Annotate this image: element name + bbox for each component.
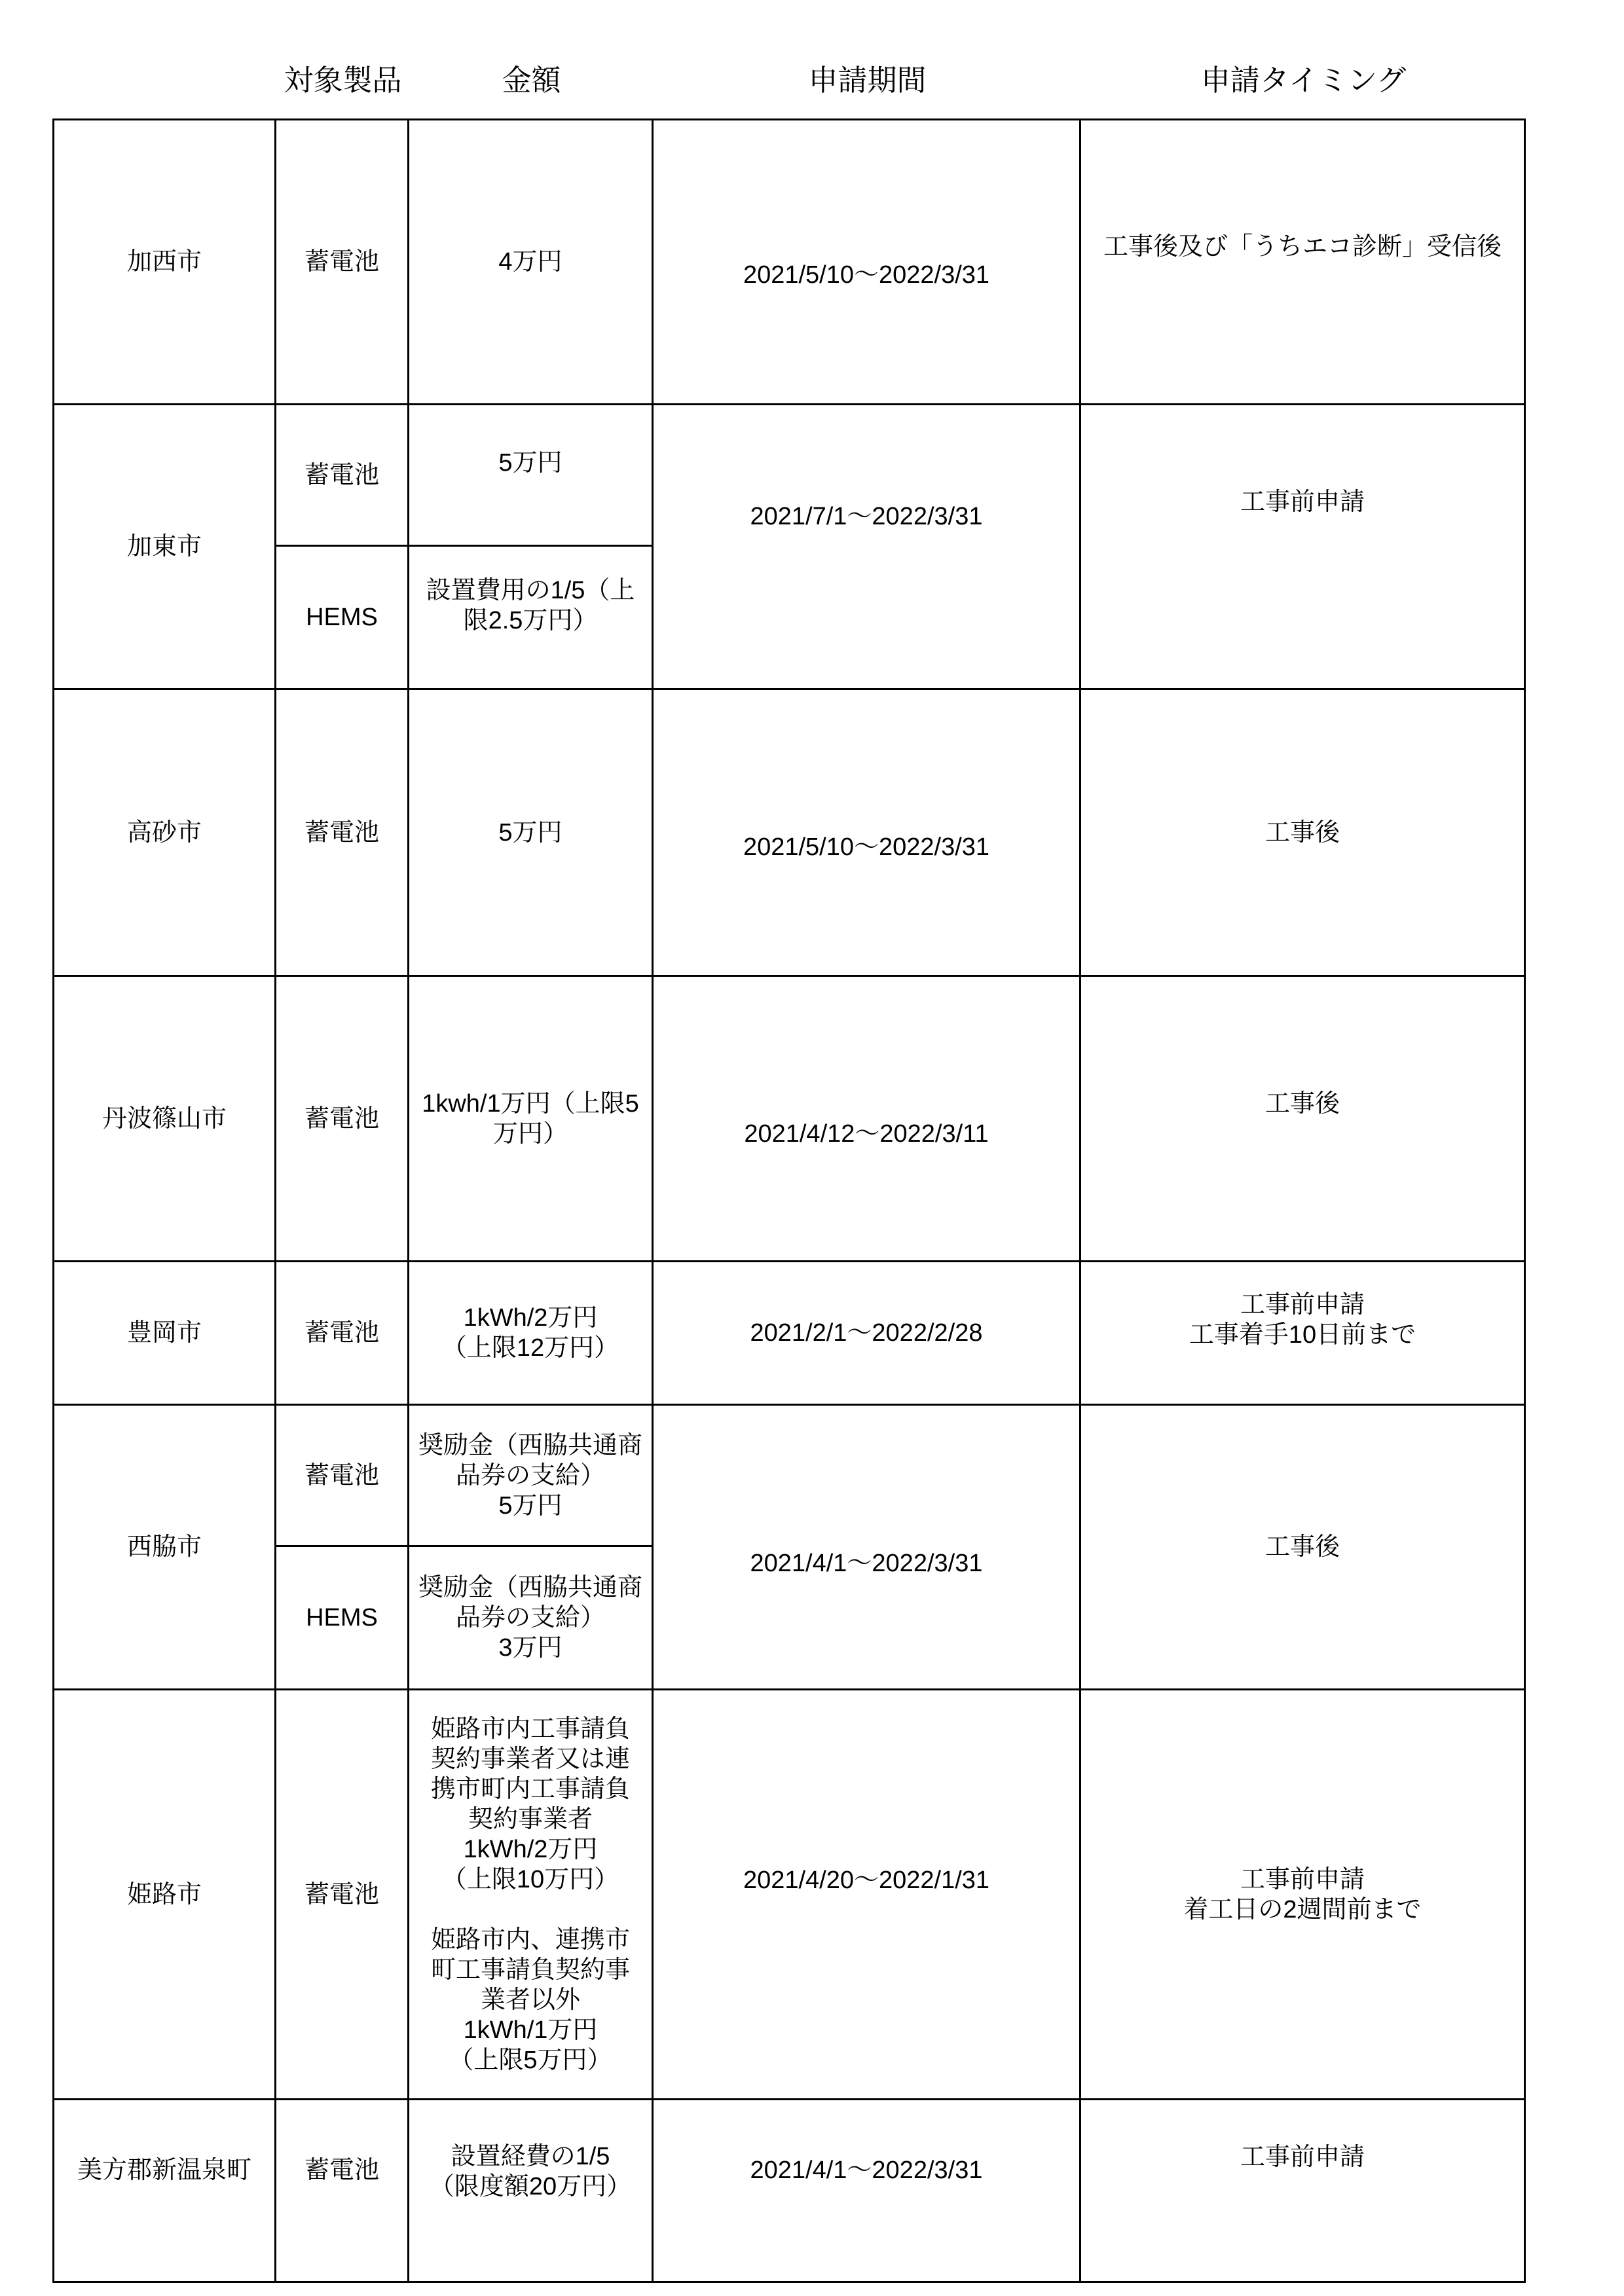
timing-cell (1081, 405, 1524, 688)
timing-cell (1081, 690, 1524, 975)
product-cell (276, 977, 407, 1260)
period-text: 2021/2/1～2022/2/28 (750, 1319, 983, 1347)
amount-cell (409, 690, 652, 975)
municipality-name: 姫路市 (126, 1880, 202, 1908)
timing-cell (1081, 1406, 1524, 1688)
timing-text: 工事後 (1264, 1089, 1340, 1118)
timing-text: 工事前申請 (1240, 488, 1365, 516)
amount-text: 4万円 (498, 248, 563, 276)
product-name: 蓄電池 (304, 818, 379, 847)
timing-text: 工事前申請 (1240, 2143, 1365, 2171)
period-text: 2021/4/12～2022/3/11 (744, 1120, 989, 1148)
column-header-period: 申請期間 (808, 64, 927, 97)
municipality-cell (54, 1690, 274, 2098)
amount-cell (409, 1547, 652, 1688)
product-name: 蓄電池 (304, 1880, 379, 1908)
product-name: 蓄電池 (304, 1104, 379, 1133)
product-cell (276, 1690, 407, 2098)
amount-text: 5万円 (498, 818, 563, 847)
product-cell (276, 405, 407, 545)
period-cell (654, 1262, 1079, 1404)
period-text: 2021/4/20～2022/1/31 (743, 1866, 990, 1894)
municipality-cell (54, 1262, 274, 1404)
timing-text: 工事前申請 工事着手10日前まで (1189, 1291, 1416, 1349)
municipality-cell (54, 120, 274, 403)
municipality-name: 丹波篠山市 (101, 1104, 227, 1133)
timing-cell (1081, 120, 1524, 403)
amount-text: 奨励金（西脇共通商 品券の支給） 3万円 (418, 1574, 642, 1662)
column-header-amount: 金額 (502, 64, 561, 97)
amount-text: 1kWh/2万円 （上限12万円） (441, 1304, 619, 1362)
product-cell (276, 690, 407, 975)
period-text: 2021/5/10～2022/3/31 (743, 261, 990, 289)
timing-text: 工事前申請 着工日の2週間前まで (1183, 1865, 1422, 1923)
timing-text: 工事後及び「うちエコ診断」受信後 (1103, 233, 1502, 261)
product-name: 蓄電池 (304, 2157, 379, 2184)
municipality-name: 加東市 (126, 533, 202, 560)
product-name: HEMS (306, 1604, 378, 1631)
municipality-name: 西脇市 (126, 1533, 202, 1561)
amount-cell (409, 405, 652, 545)
period-text: 2021/4/1～2022/3/31 (750, 1550, 983, 1577)
timing-text: 工事後 (1264, 818, 1340, 847)
period-text: 2021/7/1～2022/3/31 (750, 503, 983, 530)
amount-cell (409, 1262, 652, 1404)
product-name: 蓄電池 (304, 1461, 379, 1489)
amount-cell (409, 120, 652, 403)
product-cell (276, 2100, 407, 2281)
header-spacer (52, 56, 276, 99)
amount-cell (409, 1406, 652, 1545)
subsidy-table (52, 118, 1526, 2283)
municipality-cell (54, 977, 274, 1260)
amount-text: 1kwh/1万円（上限5 万円） (422, 1089, 639, 1148)
product-cell (276, 1547, 407, 1688)
timing-cell (1081, 977, 1524, 1260)
timing-text: 工事後 (1264, 1533, 1340, 1561)
amount-text: 5万円 (498, 448, 563, 477)
period-cell (654, 1690, 1079, 2098)
amount-cell (409, 977, 652, 1260)
product-name: HEMS (306, 604, 378, 631)
column-header-timing: 申請タイミング (1200, 64, 1407, 97)
municipality-cell (54, 1406, 274, 1688)
timing-cell (1081, 2100, 1524, 2281)
product-name: 蓄電池 (304, 248, 379, 276)
municipality-name: 高砂市 (126, 818, 202, 847)
product-cell (276, 1406, 407, 1545)
amount-cell (409, 547, 652, 688)
amount-text: 姫路市内工事請負 契約事業者又は連 携市町内工事請負 契約事業者 1kWh/2万円 （上限10万円） 姫路市内、連携市 町工事請負契約事 業者以外 1kWh/1万円 （上限5万円） (430, 1715, 630, 2074)
product-cell (276, 547, 407, 688)
municipality-cell (54, 405, 274, 688)
product-name: 蓄電池 (304, 1319, 379, 1347)
period-cell (654, 2100, 1079, 2281)
period-text: 2021/4/1～2022/3/31 (750, 2157, 983, 2184)
amount-text: 奨励金（西脇共通商 品券の支給） 5万円 (418, 1431, 642, 1520)
amount-cell (409, 2100, 652, 2281)
period-cell (654, 405, 1079, 688)
period-text: 2021/5/10～2022/3/31 (743, 833, 990, 861)
period-cell (654, 977, 1079, 1260)
municipality-name: 豊岡市 (126, 1319, 202, 1347)
timing-cell (1081, 1690, 1524, 2098)
amount-cell (409, 1690, 652, 2098)
product-name: 蓄電池 (304, 461, 379, 489)
period-cell (654, 120, 1079, 403)
period-cell (654, 1406, 1079, 1688)
municipality-cell (54, 2100, 274, 2281)
municipality-cell (54, 690, 274, 975)
column-header-product: 対象製品 (284, 64, 402, 97)
municipality-name: 美方郡新温泉町 (77, 2157, 251, 2184)
product-cell (276, 1262, 407, 1404)
timing-cell (1081, 1262, 1524, 1404)
product-cell (276, 120, 407, 403)
amount-text: 設置費用の1/5（上 限2.5万円） (426, 577, 635, 634)
period-cell (654, 690, 1079, 975)
amount-text: 設置経費の1/5 （限度額20万円） (429, 2143, 632, 2200)
municipality-name: 加西市 (126, 248, 202, 276)
column-headers (52, 56, 1526, 96)
